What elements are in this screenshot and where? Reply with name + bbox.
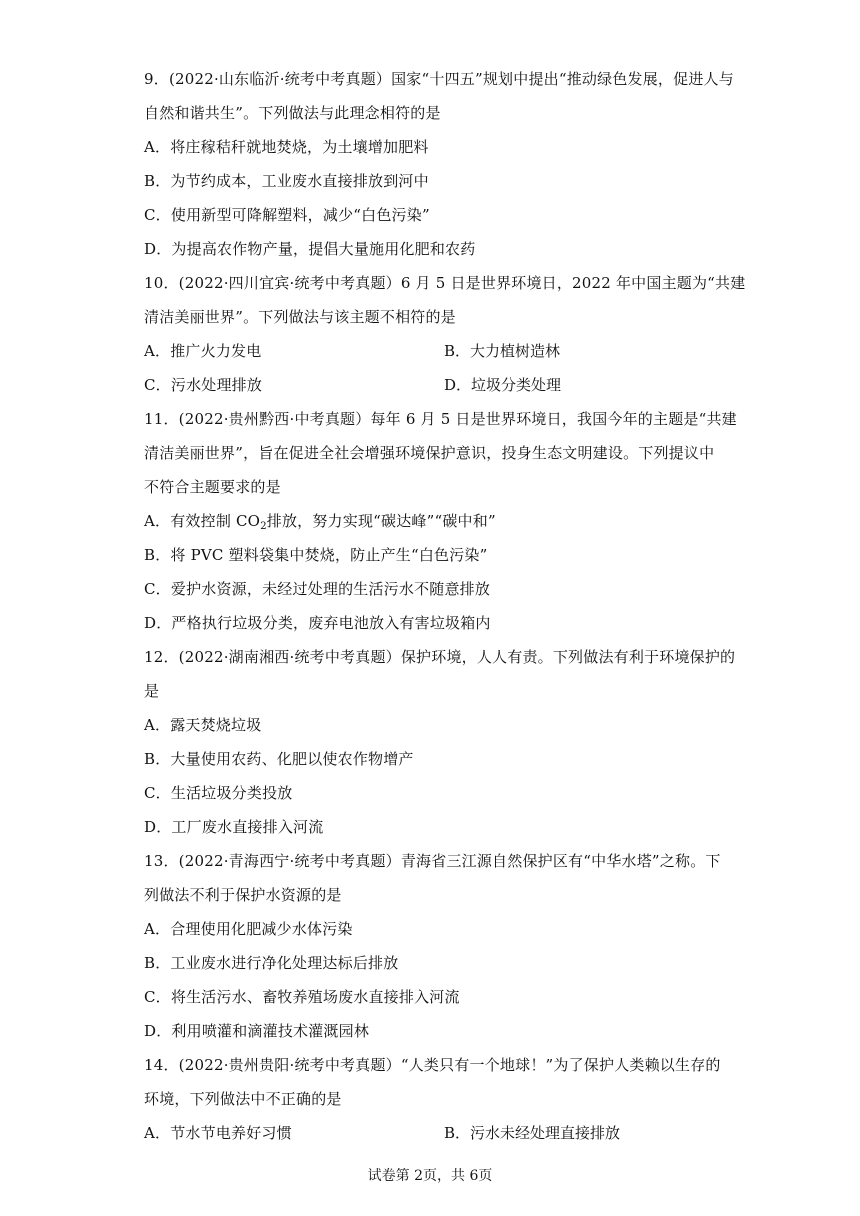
q13-stem-line2: 列做法不利于保护水资源的是	[144, 886, 342, 904]
q11-option-b: B．将 PVC 塑料袋集中焚烧，防止产生“白色污染”	[144, 546, 488, 564]
q14-stem-line2: 环境，下列做法中不正确的是	[144, 1090, 342, 1108]
q12-stem-line1: 12．(2022·湖南湘西·统考中考真题）保护环境，人人有责。下列做法有利于环境保护的	[144, 648, 736, 666]
q9-option-a: A．将庄稼秸秆就地焚烧，为土壤增加肥料	[144, 138, 429, 156]
q10-option-c: C．污水处理排放	[144, 376, 263, 394]
q9-option-d: D．为提高农作物产量，提倡大量施用化肥和农药	[144, 240, 476, 258]
q12-option-c: C．生活垃圾分类投放	[144, 784, 293, 802]
q13-option-c: C．将生活污水、畜牧养殖场废水直接排入河流	[144, 988, 460, 1006]
q11-option-a-pre: A．有效控制 CO	[144, 512, 261, 530]
q11-stem-line2: 清洁美丽世界”，旨在促进全社会增强环境保护意识，投身生态文明建设。下列提议中	[144, 444, 715, 462]
q11-option-a	[144, 510, 496, 532]
q12-stem-line2: 是	[144, 682, 160, 700]
q10-stem-line1: 10．(2022·四川宜宾·统考中考真题）6 月 5 日是世界环境日，2022 年中国主题为“共建	[144, 274, 746, 292]
q12-option-d: D．工厂废水直接排入河流	[144, 818, 324, 836]
q9-stem-line2: 自然和谐共生”。下列做法与此理念相符的是	[144, 104, 441, 122]
q11-option-c: C．爱护水资源，未经过处理的生活污水不随意排放	[144, 580, 491, 598]
q10-option-b: B．大力植树造林	[444, 342, 561, 360]
q9-option-c: C．使用新型可降解塑料，减少“白色污染”	[144, 206, 430, 224]
q13-option-d: D．利用喷灌和滴灌技术灌溉园林	[144, 1022, 370, 1040]
q14-stem-line1: 14．(2022·贵州贵阳·统考中考真题）“人类只有一个地球！”为了保护人类赖以生存的	[144, 1056, 721, 1074]
q12-option-a: A．露天焚烧垃圾	[144, 716, 262, 734]
q11-option-a-subscript: 2	[260, 521, 267, 532]
q10-stem-line2: 清洁美丽世界”。下列做法与该主题不相符的是	[144, 308, 456, 326]
q9-option-b: B．为节约成本，工业废水直接排放到河中	[144, 172, 429, 190]
q14-option-b: B．污水未经处理直接排放	[444, 1124, 621, 1142]
q11-stem-line1: 11．(2022·贵州黔西·中考真题）每年 6 月 5 日是世界环境日，我国今年的主题是“共建	[144, 410, 737, 428]
q13-option-b: B．工业废水进行净化处理达标后排放	[144, 954, 399, 972]
q12-option-b: B．大量使用农药、化肥以使农作物增产	[144, 750, 414, 768]
q14-option-a: A．节水节电养好习惯	[144, 1124, 292, 1142]
q9-stem-line1: 9．(2022·山东临沂·统考中考真题）国家“十四五”规划中提出“推动绿色发展，促进人与	[144, 70, 734, 88]
q11-stem-line3: 不符合主题要求的是	[144, 478, 281, 496]
page-footer: 试卷第 2页，共 6页	[367, 1168, 493, 1184]
q13-option-a: A．合理使用化肥减少水体污染	[144, 920, 353, 938]
q10-option-a: A．推广火力发电	[144, 342, 262, 360]
q11-option-d: D．严格执行垃圾分类，废弃电池放入有害垃圾箱内	[144, 614, 491, 632]
q13-stem-line1: 13．(2022·青海西宁·统考中考真题）青海省三江源自然保护区有“中华水塔”之称。下	[144, 852, 721, 870]
q10-option-d: D．垃圾分类处理	[444, 376, 562, 394]
q11-option-a-post: 排放，努力实现“碳达峰”“碳中和”	[266, 512, 496, 530]
